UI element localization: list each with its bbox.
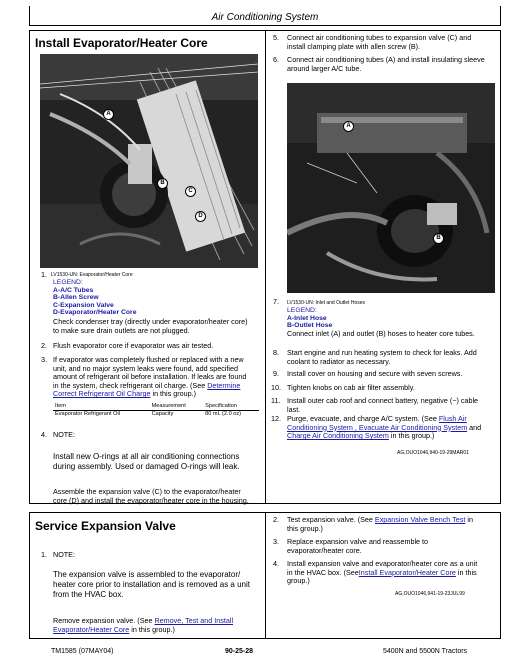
bottom-step-3-line-2: evaporator/heater core. bbox=[287, 545, 362, 555]
step-3-text bbox=[53, 356, 263, 399]
step-3-end: in this group.) bbox=[150, 389, 197, 399]
legend-item-a: A-A/C Tubes bbox=[53, 286, 94, 294]
remove-end: in this group.) bbox=[129, 624, 175, 634]
step-3-line-3: amount of refrigerant oil before installation. If leaks are found bbox=[53, 372, 247, 382]
step-1-text bbox=[53, 318, 263, 335]
callout-b: B bbox=[157, 178, 168, 189]
bottom-step-2-end: this group.) bbox=[287, 523, 323, 533]
step-8-number: 8. bbox=[273, 348, 279, 357]
step-3-line-4: in the system, check refrigerant oil charge. (See bbox=[53, 380, 206, 390]
step-10-number: 10. bbox=[271, 383, 281, 392]
section-heading-service: Service Expansion Valve bbox=[35, 519, 176, 533]
step-7-text: Connect inlet (A) and outlet (B) hoses to heater core tubes. bbox=[287, 329, 475, 338]
link-evacuate-air-conditioning[interactable]: Conditioning System , Evacuate Air Conditioning System bbox=[287, 422, 468, 432]
bottom-step-2-text bbox=[287, 516, 499, 533]
step-11-text bbox=[287, 397, 499, 414]
spec-table-row bbox=[53, 410, 259, 417]
callout-hose-a: A bbox=[343, 121, 354, 132]
spec-cell-measurement: Capacity bbox=[151, 410, 174, 417]
page-header-title: Air Conditioning System bbox=[211, 12, 319, 23]
bottom-note-line-3: from the HVAC box. bbox=[53, 590, 124, 599]
note-line-1: Install new O-rings at all air conditioning connections bbox=[53, 452, 240, 461]
bottom-step-4-line-1: Install expansion valve and evaporator/heater core as a unit bbox=[287, 559, 478, 568]
step-11-line-1: Install outer cab roof and connect battery, negative (−) cable bbox=[287, 396, 479, 405]
step-6-text bbox=[287, 56, 497, 73]
bottom-step-4-end: group.) bbox=[287, 576, 310, 586]
step-1-line-2: to make sure drain outlets are not plugged. bbox=[53, 325, 190, 335]
bottom-step-3-line-1: Replace expansion valve and reassemble to bbox=[287, 537, 429, 546]
step-9-text: Install cover on housing and secure with seven screws. bbox=[287, 369, 463, 378]
step-12-text bbox=[287, 415, 499, 441]
bottom-note-label: NOTE: bbox=[53, 550, 75, 559]
bottom-column-divider bbox=[265, 512, 266, 639]
link-charge-air-conditioning[interactable]: Charge Air Conditioning System bbox=[287, 431, 389, 441]
bottom-step-1-number: 1. bbox=[41, 550, 47, 559]
link-remove-test-install[interactable]: Remove, Test and Install bbox=[154, 616, 234, 625]
note-line-2: during assembly. Used or damaged O-rings will leak. bbox=[53, 462, 240, 471]
section-heading-install: Install Evaporator/Heater Core bbox=[35, 36, 208, 50]
bottom-step-2-number: 2. bbox=[273, 515, 279, 524]
footer-doc-id: TM1585 (07MAY04) bbox=[51, 648, 114, 655]
link-flush-air[interactable]: Flush Air bbox=[438, 414, 467, 423]
bottom-step-2-intro: Test expansion valve. (See bbox=[287, 515, 373, 524]
step-10-text: Tighten knobs on cab air filter assembly. bbox=[287, 383, 415, 392]
left-photo-caption: LV1530-UN: Evaporator/Heater Core bbox=[51, 272, 133, 278]
note-text bbox=[53, 452, 263, 472]
step-5-line-1: Connect air conditioning tubes to expansion valve (C) and bbox=[287, 33, 472, 42]
bottom-step-4-text bbox=[287, 560, 499, 586]
legend-item-c: C-Expansion Valve bbox=[53, 301, 114, 309]
legend-item-inlet: A-Inlet Hose bbox=[287, 314, 327, 322]
step-9-number: 9. bbox=[273, 369, 279, 378]
step-2-text: Flush evaporator core if evaporator was air tested. bbox=[53, 341, 214, 350]
right-photo-caption: LV1530-UN: Inlet and Outlet Hoses bbox=[287, 300, 366, 306]
assemble-line-2: core (D) and install the evaporator/heater core in the housing. bbox=[53, 495, 249, 505]
bottom-step-3-text bbox=[287, 538, 499, 555]
bottom-note-line-2: heater core prior to installation and is removed as a unit bbox=[53, 580, 250, 589]
bottom-step-4-in-this: in this bbox=[455, 567, 477, 577]
step-12-intro: Purge, evacuate, and charge A/C system. (See bbox=[287, 414, 437, 423]
step-5-text bbox=[287, 34, 497, 51]
spec-table-header bbox=[53, 403, 259, 410]
callout-d: D bbox=[195, 211, 206, 222]
spec-header-item: Item bbox=[53, 403, 150, 410]
step-1-line-1: Check condenser tray (directly under evaporator/heater core) bbox=[53, 317, 248, 326]
page bbox=[29, 6, 501, 655]
link-determine[interactable]: Determine bbox=[207, 380, 241, 390]
link-evaporator-heater-core[interactable]: Evaporator/Heater Core bbox=[53, 624, 130, 634]
legend-item-d: D-Evaporator/Heater Core bbox=[53, 309, 137, 317]
step-7-number: 7. bbox=[273, 297, 279, 306]
footer-model: 5400N and 5500N Tractors bbox=[383, 648, 468, 655]
spec-header-measurement: Measurement bbox=[150, 403, 204, 410]
step-12-and: and bbox=[467, 422, 482, 432]
assemble-text bbox=[53, 488, 263, 505]
footer-page-number: 90-25-28 bbox=[225, 648, 254, 655]
bottom-step-2-in: in bbox=[465, 515, 473, 524]
spec-header-specification: Specification bbox=[203, 403, 259, 410]
callout-a: A bbox=[103, 109, 114, 120]
step-6-line-2: around larger A/C tube. bbox=[287, 63, 362, 73]
bottom-note-line-1: The expansion valve is assembled to the evaporator/ bbox=[53, 570, 241, 579]
callout-hose-b: B bbox=[433, 233, 444, 244]
evaporator-photo-graphic bbox=[40, 54, 258, 268]
spec-table bbox=[53, 403, 259, 417]
right-ref-code: AG,OUO1046,940-19-29MAR01 bbox=[397, 450, 469, 456]
evaporator-photo bbox=[40, 54, 258, 268]
right-legend-title: LEGEND: bbox=[287, 307, 317, 314]
step-5-number: 5. bbox=[273, 33, 279, 42]
step-1-number: 1. bbox=[41, 270, 47, 279]
step-2-number: 2. bbox=[41, 341, 47, 350]
link-install-evaporator-heater-core[interactable]: Install Evaporator/Heater Core bbox=[358, 567, 456, 577]
assemble-line-1: Assemble the expansion valve (C) to the evaporator/heater bbox=[53, 487, 241, 496]
step-11-number: 11. bbox=[271, 396, 281, 405]
bottom-note-text bbox=[53, 570, 265, 600]
step-12-end: in this group.) bbox=[388, 431, 435, 441]
hoses-photo-graphic bbox=[287, 83, 495, 293]
link-correct-refrigerant-oil-charge[interactable]: Correct Refrigerant Oil Charge bbox=[53, 389, 151, 399]
left-legend-title: LEGEND: bbox=[53, 279, 83, 286]
callout-c: C bbox=[185, 186, 196, 197]
hoses-photo bbox=[287, 83, 495, 293]
bottom-ref-code: AG,OUO1046,941-19-23JUL99 bbox=[395, 591, 465, 597]
left-legend bbox=[53, 279, 136, 317]
step-8-line-1: Start engine and run heating system to check for leaks. Add bbox=[287, 348, 477, 357]
note-label: NOTE: bbox=[53, 430, 75, 439]
step-8-text bbox=[287, 349, 499, 366]
link-expansion-valve-bench-test[interactable]: Expansion Valve Bench Test bbox=[374, 515, 466, 524]
bottom-step-3-number: 3. bbox=[273, 537, 279, 546]
bottom-step-4-number: 4. bbox=[273, 559, 279, 568]
spec-cell-item: Evaporator Refrigerant Oil bbox=[55, 410, 120, 417]
legend-item-outlet: B-Outlet Hose bbox=[287, 322, 333, 330]
step-4-number: 4. bbox=[41, 430, 47, 439]
step-8-line-2: coolant to radiator as necessary. bbox=[287, 356, 391, 366]
spec-cell-specification: 80 mL (2.0 oz) bbox=[205, 410, 242, 417]
step-3-number: 3. bbox=[41, 355, 47, 364]
top-column-divider bbox=[265, 30, 266, 504]
step-5-line-2: install clamping plate with allen screw (B). bbox=[287, 41, 421, 51]
remove-intro: Remove expansion valve. (See bbox=[53, 616, 153, 625]
legend-item-b: B-Allen Screw bbox=[53, 294, 99, 302]
step-6-number: 6. bbox=[273, 55, 279, 64]
right-legend bbox=[287, 307, 332, 330]
step-11-line-2: last. bbox=[287, 404, 301, 414]
step-3-line-1: If evaporator was completely flushed or replaced with a new bbox=[53, 355, 244, 364]
step-12-number: 12. bbox=[271, 414, 281, 423]
step-6-line-1: Connect air conditioning tubes (A) and install insulating sleeve bbox=[287, 55, 485, 64]
remove-text bbox=[53, 617, 265, 634]
bottom-step-4-line-2: in the HVAC box. (See bbox=[287, 567, 359, 577]
step-3-line-2: unit, and no major system leaks were found, add specified bbox=[53, 363, 238, 373]
